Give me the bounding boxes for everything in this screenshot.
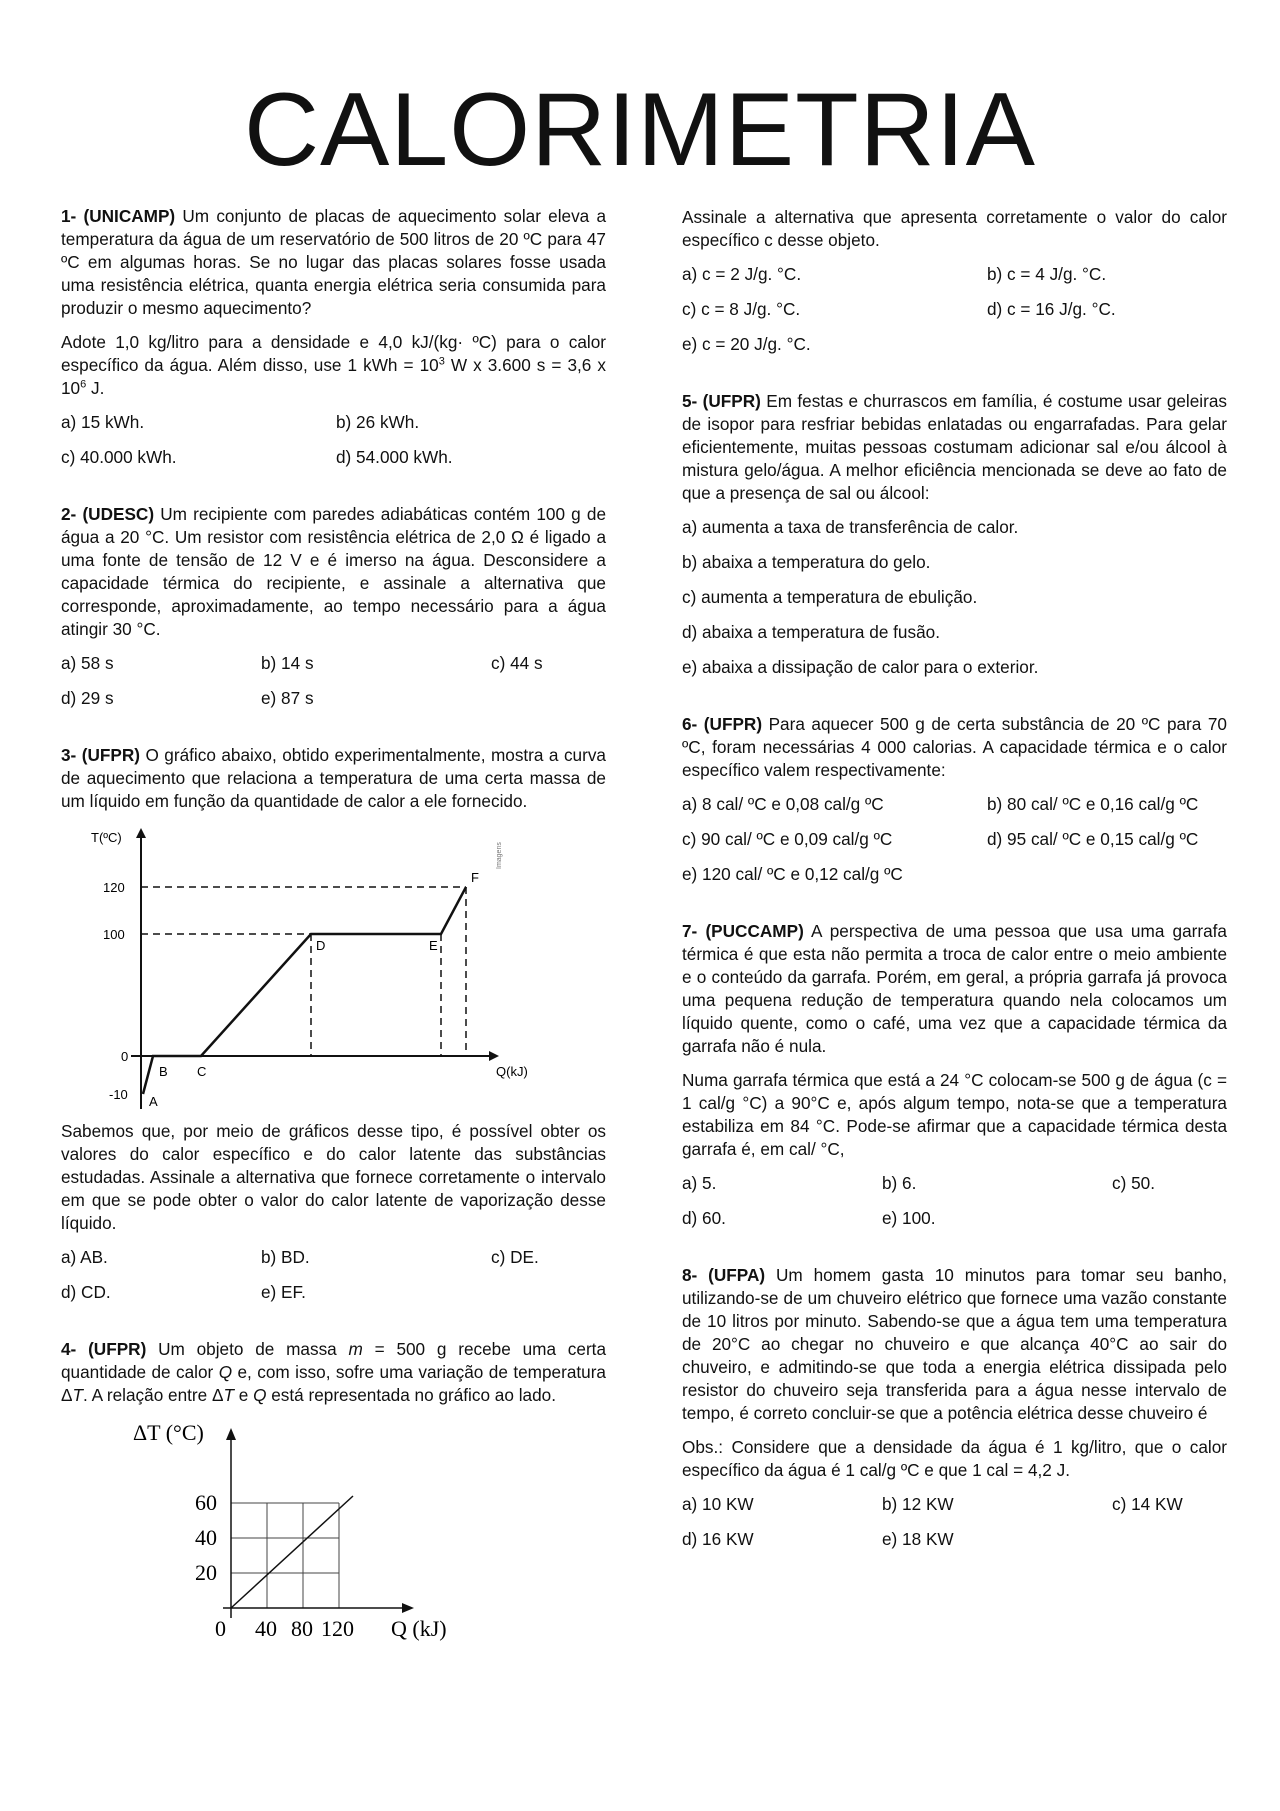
question-number: 4- (UFPR) [61, 1339, 147, 1359]
data-line [231, 1496, 353, 1608]
question-3-text-2: Sabemos que, por meio de gráficos desse tipo, é possível obter os valores do calor específico e do calor latente das substâncias estudadas. Assinale a alternativa que fornece corretamente o intervalo em que se pode obter o valor do calor latente de vaporização desse líquido. [61, 1121, 606, 1233]
delta-t-svg [131, 1418, 471, 1643]
question-body: J. [86, 378, 105, 398]
question-1 [61, 205, 606, 469]
option[interactable]: b) 14 s [261, 653, 314, 673]
option[interactable]: a) AB. [61, 1247, 108, 1267]
y-tick-label: 20 [195, 1560, 217, 1585]
option[interactable]: d) 95 cal/ ºC e 0,15 cal/g ºC [987, 829, 1199, 849]
question-body: Para aquecer 500 g de certa substância de 20 ºC para 70 ºC, foram necessárias 4 000 calorias. A capacidade térmica e o calor específico valem respectivamente: [682, 714, 1227, 780]
question-body: Um homem gasta 10 minutos para tomar seu banho, utilizando-se de um chuveiro elétrico que fornece uma vazão constante de 10 litros por minuto. Sabendo-se que a água tem uma temperatura de 20°C ao chegar no chuveiro e que alcança 40°C ao sair do chuveiro, e admitindo-se que toda a energia elétrica dissipada pelo resistor do chuveiro seja transferida para a água nesse intervalo de tempo, é correto concluir-se que a potência elétrica desse chuveiro é [682, 1265, 1228, 1423]
option[interactable]: d) abaixa a temperatura de fusão. [682, 622, 940, 642]
question-4-continued [682, 206, 1227, 356]
question-body: W x 3.600 s = 3,6 x 10 [61, 355, 606, 398]
point-label: E [429, 938, 438, 953]
question-body: Um recipiente com paredes adiabáticas contém 100 g de água a 20 °C. Um resistor com resistência elétrica de 2,0 Ω é ligado a uma fonte de tensão de 12 V e é imerso na água. Desconsidere a capacidade térmica do recipiente, e assinale a alternativa que corresponde, aproximadamente, ao tempo necessário para a água atingir 30 °C. [61, 504, 607, 639]
option[interactable]: d) 16 KW [682, 1529, 754, 1549]
option[interactable]: b) 26 kWh. [336, 412, 420, 432]
point-label: D [316, 938, 326, 953]
x-tick-label: 120 [321, 1616, 354, 1641]
right-column [682, 206, 1227, 1551]
question-body: e [233, 1385, 254, 1405]
left-column [61, 205, 606, 1649]
option[interactable]: d) CD. [61, 1282, 111, 1302]
heating-curve-line [143, 887, 466, 1094]
question-6 [682, 713, 1227, 886]
question-4-options [682, 263, 1227, 356]
question-2-text [61, 503, 606, 641]
x-tick-label: 40 [255, 1616, 277, 1641]
question-7-options [682, 1172, 1227, 1230]
option[interactable]: d) 60. [682, 1208, 726, 1228]
x-axis-label: Q (kJ) [391, 1616, 447, 1641]
y-tick-label: 60 [195, 1490, 217, 1515]
option[interactable]: c) 44 s [491, 653, 543, 673]
question-1-options [61, 411, 606, 469]
question-body: Em festas e churrascos em família, é costume usar geleiras de isopor para resfriar bebidas enlatadas ou engarrafadas. Para gelar eficientemente, muitas pessoas costumam adicionar sal e/ou álcool à mistura gelo/água. A melhor eficiência mencionada se deve ao fato de que a presença de sal ou álcool: [682, 391, 1228, 503]
question-8-options [682, 1493, 1227, 1551]
question-number: 3- (UFPR) [61, 745, 140, 765]
question-number: 2- (UDESC) [61, 504, 155, 524]
option[interactable]: c) 50. [1112, 1173, 1155, 1193]
point-label: A [149, 1094, 158, 1109]
question-5-options [682, 516, 1227, 679]
question-body: = 500 g recebe uma certa quantidade de calor [61, 1339, 606, 1382]
question-5-text [682, 390, 1227, 505]
question-body: e, com isso, sofre uma variação de temperatura Δ [61, 1362, 606, 1405]
watermark: Imagens [496, 842, 503, 869]
option[interactable]: a) 15 kWh. [61, 412, 145, 432]
question-7-text [682, 920, 1227, 1058]
y-axis-arrow [136, 828, 146, 838]
question-7-text-2: Numa garrafa térmica que está a 24 °C colocam-se 500 g de água (c = 1 cal/g °C) a 90°C e, após algum tempo, nota-se que a temperatura estabiliza em 84 °C. Pode-se afirmar que a capacidade térmica desta garrafa é, em cal/ °C, [682, 1070, 1227, 1159]
y-tick-label: 120 [103, 880, 125, 895]
page-title: CALORIMETRIA [243, 72, 1037, 188]
question-body: Um conjunto de placas de aquecimento solar eleva a temperatura da água de um reservatório de 500 litros de 20 ºC para 47 ºC em algumas horas. Se no lugar das placas solares fosse usada uma resistência elétrica, quanta energia elétrica seria consumida para produzir o mesmo aquecimento? [61, 206, 606, 318]
option[interactable]: e) 87 s [261, 688, 314, 708]
x-axis-arrow [489, 1051, 499, 1061]
option[interactable]: a) 58 s [61, 653, 114, 673]
option[interactable]: b) BD. [261, 1247, 310, 1267]
option[interactable]: a) c = 2 J/g. °C. [682, 264, 802, 284]
x-axis-arrow [402, 1603, 414, 1613]
question-8-text [682, 1264, 1227, 1425]
question-4-text [61, 1338, 606, 1407]
option[interactable]: a) 5. [682, 1173, 717, 1193]
point-label: C [197, 1064, 207, 1079]
option[interactable]: e) 18 KW [882, 1529, 954, 1549]
option[interactable]: e) c = 20 J/g. °C. [682, 334, 811, 354]
point-label: B [159, 1064, 168, 1079]
question-2-options [61, 652, 606, 710]
question-body: Adote 1,0 kg/litro para a densidade e 4,0 kJ/(kg· ºC) para o calor específico da água. Além disso, use 1 kWh = 10 [61, 332, 606, 375]
option[interactable]: c) aumenta a temperatura de ebulição. [682, 587, 978, 607]
option[interactable]: e) 100. [882, 1208, 936, 1228]
option[interactable]: a) 8 cal/ ºC e 0,08 cal/g ºC [682, 794, 884, 814]
question-8-obs: Obs.: Considere que a densidade da água é 1 kg/litro, que o calor específico da água é 1 cal/g ºC e que 1 cal = 4,2 J. [682, 1437, 1227, 1480]
delta-t-chart [131, 1418, 606, 1649]
option[interactable]: e) 120 cal/ ºC e 0,12 cal/g ºC [682, 864, 903, 884]
option[interactable]: b) abaixa a temperatura do gelo. [682, 552, 931, 572]
x-tick-label: 0 [215, 1616, 226, 1641]
question-1-text [61, 205, 606, 320]
option[interactable]: b) 80 cal/ ºC e 0,16 cal/g ºC [987, 794, 1199, 814]
question-number: 8- (UFPA) [682, 1265, 766, 1285]
heating-curve-svg [61, 824, 531, 1114]
question-5 [682, 390, 1227, 679]
option[interactable]: e) EF. [261, 1282, 306, 1302]
question-body: A perspectiva de uma pessoa que usa uma garrafa térmica é que esta não permita a troca de calor entre o meio ambiente e o conteúdo da garrafa. Porém, em geral, a própria garrafa já provoca uma pequena redução de temperatura quando nela colocamos um líquido quente, como o café, uma vez que a capacidade térmica da garrafa não é nula. [682, 921, 1227, 1056]
variable: m [348, 1339, 363, 1359]
question-3-options [61, 1246, 606, 1304]
option[interactable]: a) 10 KW [682, 1494, 754, 1514]
y-axis-label: T(ºC) [91, 830, 122, 845]
variable: Q [253, 1385, 267, 1405]
question-body: . A relação entre Δ [82, 1385, 224, 1405]
question-1-data [61, 331, 606, 400]
y-tick-label: 40 [195, 1525, 217, 1550]
option[interactable]: c) DE. [491, 1247, 539, 1267]
y-tick-label: 0 [121, 1049, 129, 1064]
question-body: Um objeto de massa [158, 1339, 349, 1359]
y-tick-label: 100 [103, 927, 125, 942]
x-axis-label: Q(kJ) [496, 1064, 528, 1079]
question-2 [61, 503, 606, 710]
option[interactable]: c) 90 cal/ ºC e 0,09 cal/g ºC [682, 829, 893, 849]
superscript: 6 [80, 378, 87, 391]
option[interactable]: b) 12 KW [882, 1494, 954, 1514]
option[interactable]: c) c = 8 J/g. °C. [682, 299, 801, 319]
option[interactable]: c) 40.000 kWh. [61, 447, 177, 467]
option[interactable]: d) c = 16 J/g. °C. [987, 299, 1116, 319]
variable: T [223, 1385, 234, 1405]
question-number: 5- (UFPR) [682, 391, 761, 411]
question-6-text [682, 713, 1227, 782]
y-axis-label: ΔT (°C) [133, 1420, 204, 1445]
y-tick-label: -10 [109, 1087, 128, 1102]
question-number: 1- (UNICAMP) [61, 206, 176, 226]
question-8 [682, 1264, 1227, 1551]
question-3-text [61, 744, 606, 813]
heating-curve-chart [61, 824, 606, 1120]
variable: Q [218, 1362, 233, 1382]
question-number: 7- (PUCCAMP) [682, 921, 804, 941]
x-tick-label: 80 [291, 1616, 313, 1641]
option[interactable]: b) c = 4 J/g. °C. [987, 264, 1107, 284]
option[interactable]: c) 14 KW [1112, 1494, 1183, 1514]
question-number: 6- (UFPR) [682, 714, 763, 734]
question-body: O gráfico abaixo, obtido experimentalmente, mostra a curva de aquecimento que relaciona a temperatura de uma certa massa de um líquido em função da quantidade de calor a ele fornecido. [61, 745, 606, 811]
question-body: está representada no gráfico ao lado. [266, 1385, 556, 1405]
option[interactable]: b) 6. [882, 1173, 917, 1193]
question-4-cont-text: Assinale a alternativa que apresenta corretamente o valor do calor específico c desse objeto. [682, 207, 1227, 250]
option[interactable]: a) aumenta a taxa de transferência de calor. [682, 517, 1019, 537]
option[interactable]: d) 29 s [61, 688, 114, 708]
option[interactable]: e) abaixa a dissipação de calor para o exterior. [682, 657, 1039, 677]
variable: T [72, 1385, 83, 1405]
y-axis-arrow [226, 1428, 236, 1440]
question-7 [682, 920, 1227, 1230]
question-3 [61, 744, 606, 1304]
point-label: F [471, 870, 479, 885]
question-6-options [682, 793, 1227, 886]
superscript: 3 [438, 355, 445, 368]
option[interactable]: d) 54.000 kWh. [336, 447, 453, 467]
question-4 [61, 1338, 606, 1649]
